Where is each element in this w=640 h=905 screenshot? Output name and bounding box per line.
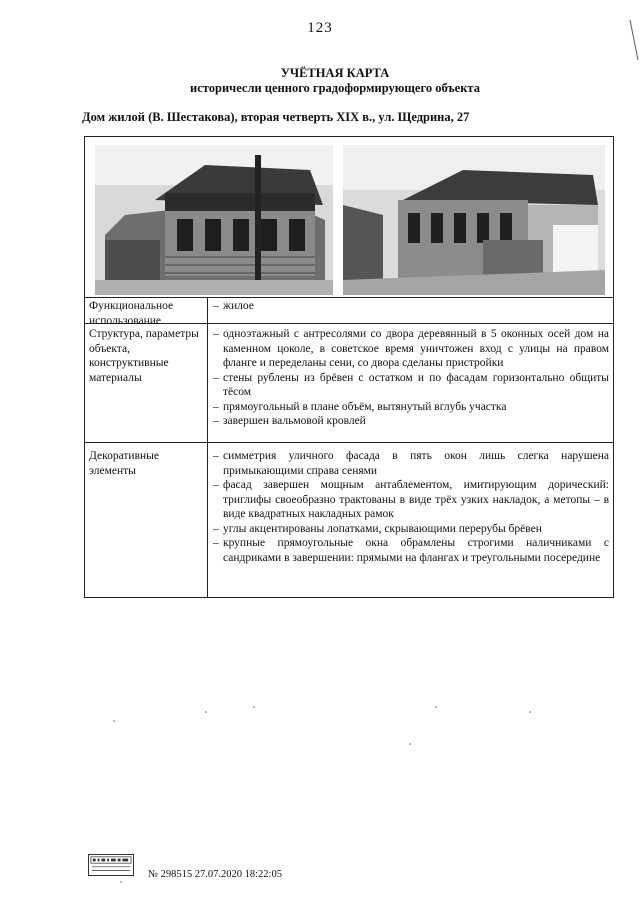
row-divider xyxy=(85,297,613,298)
object-title: Дом жилой (В. Шестакова), вторая четверть XIX в., ул. Щедрина, 27 xyxy=(82,110,470,124)
card-title xyxy=(0,66,640,96)
list-item: – прямоугольный в плане объём, вытянутый вглубь участка xyxy=(213,400,609,415)
list-item: – симметрия уличного фасада в пять окон лишь слегка нарушена примыкающими справа сенями xyxy=(213,449,609,478)
house-photo-corner-view xyxy=(343,145,605,295)
list-item: – крупные прямоугольные окна обрамлены строгими наличниками с сандриками в завершении: прямыми на флангах и треугольными посередине xyxy=(213,536,609,565)
list-item: – жилое xyxy=(213,299,609,314)
row-label-function: Функциональное использование xyxy=(89,300,174,327)
card-title-main: УЧЁТНАЯ КАРТА xyxy=(280,66,390,80)
list-item: – фасад завершен мощным антаблементом, имитирующим дорический: триглифы своеобразно трактованы в виде трёх узких накладок, а метопы – в виде квадратных накладных рамок xyxy=(213,478,609,522)
registration-stamp-icon xyxy=(88,854,134,876)
list-item: – одноэтажный с антресолями со двора деревянный в 5 оконных осей дом на каменном цоколе, в советское время уничтожен вход с улицы на правом фланге и переделаны сени, со двора сделаны пристройки xyxy=(213,327,609,371)
row-content-decor xyxy=(213,449,609,565)
card-table xyxy=(84,136,614,598)
page-number: 123 xyxy=(307,20,333,36)
registry-number: № 298515 27.07.2020 18:22:05 xyxy=(148,869,282,880)
row-content-structure xyxy=(213,327,609,429)
card-title-subtitle: историчесли ценного градоформирующего объекта xyxy=(190,81,480,95)
row-divider xyxy=(85,442,613,443)
list-item: – стены рублены из брёвен с остатком и по фасадам горизонтально общиты тёсом xyxy=(213,371,609,400)
column-divider xyxy=(207,297,208,597)
list-item: – завершен вальмовой кровлей xyxy=(213,414,609,429)
house-photo-street-facade xyxy=(95,145,333,295)
row-label-decor: Декоративные элементы xyxy=(89,450,159,477)
row-content-function xyxy=(213,299,609,314)
list-item: – углы акцентированы лопатками, скрывающими перерубы брёвен xyxy=(213,522,609,537)
row-label-structure: Структура, параметры объекта, конструктивные материалы xyxy=(89,328,199,384)
